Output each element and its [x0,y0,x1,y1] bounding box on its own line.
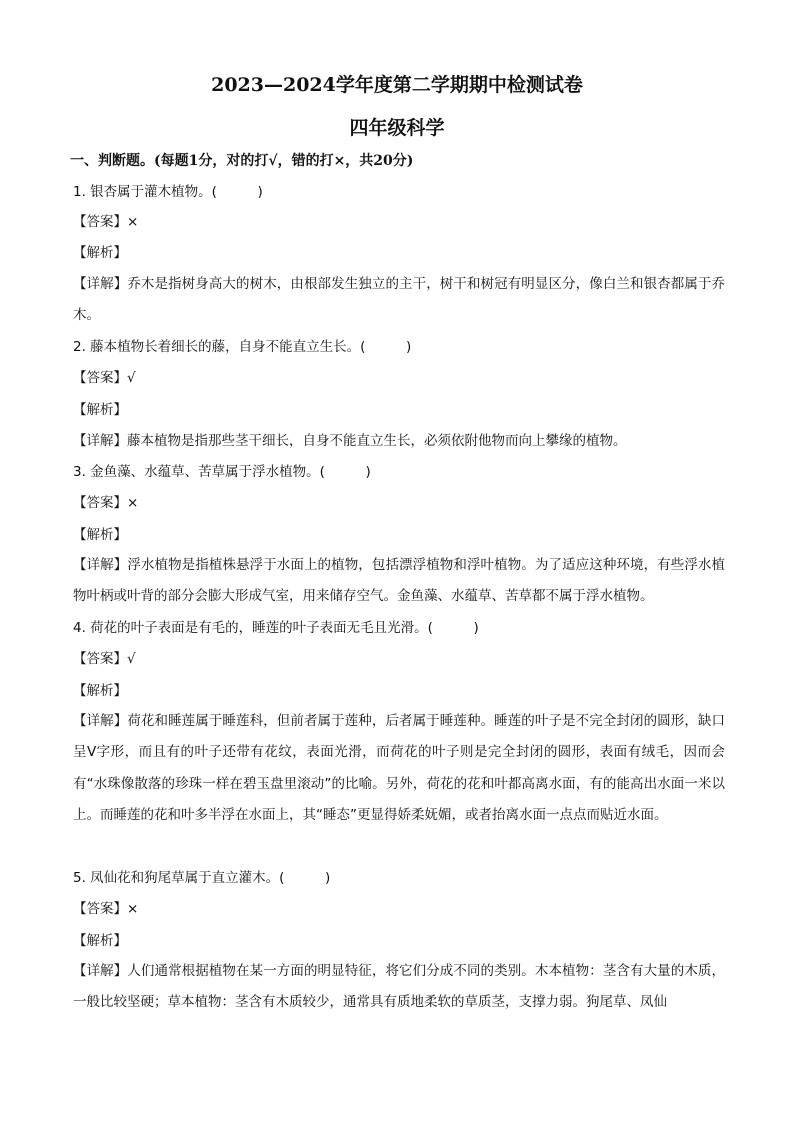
question-2-stem: 2. 藤本植物长着细长的藤，自身不能直立生长。( ) [73,339,412,355]
question-2-answer: 【答案】√ [73,370,136,386]
question-2-detail: 【详解】藤本植物是指那些茎干细长，自身不能直立生长，必须依附他物而向上攀缘的植物。 [73,433,627,449]
question-3-answer: 【答案】× [73,495,139,511]
question-1-answer: 【答案】× [73,214,139,230]
question-2-analysis: 【解析】 [73,402,127,418]
question-5-stem: 5. 凤仙花和狗尾草属于直立灌木。( ) [73,870,331,886]
question-4-stem: 4. 荷花的叶子表面是有毛的，睡莲的叶子表面无毛且光滑。( ) [73,620,479,636]
exam-subtitle: 四年级科学 [349,117,445,139]
question-4-detail: 【详解】荷花和睡莲属于睡莲科，但前者属于莲种，后者属于睡莲种。睡莲的叶子是不完全封闭的圆形，缺口呈V字形，而且有的叶子还带有花纹，表面光滑，而荷花的叶子则是完全封闭的圆形，表面有绒毛，因而会有“水珠像散落的珍珠一样在碧玉盘里滚动”的比喻。另外，荷花的花和叶都高离水面，有的能高出水面一米以上。而睡莲的花和叶多半浮在水面上，其“睡态”更显得娇柔妩媚，或者抬离水面一点点而贴近水面。 [73,713,725,823]
question-5-detail: 【详解】人们通常根据植物在某一方面的明显特征，将它们分成不同的类别。木本植物：茎含有大量的木质，一般比较坚硬；草本植物：茎含有木质较少，通常具有质地柔软的草质茎，支撑力弱。狗尾草、凤仙 [73,963,725,1011]
question-5-analysis: 【解析】 [73,933,127,949]
question-4-analysis: 【解析】 [73,683,127,699]
question-4-answer: 【答案】√ [73,651,136,667]
question-1-detail: 【详解】乔木是指树身高大的树木，由根部发生独立的主干，树干和树冠有明显区分，像白兰和银杏都属于乔木。 [73,276,725,324]
question-1-stem: 1. 银杏属于灌木植物。( ) [73,184,263,200]
question-3-analysis: 【解析】 [73,527,127,543]
question-3-stem: 3. 金鱼藻、水蕴草、苦草属于浮水植物。( ) [73,464,371,480]
question-5-answer: 【答案】× [73,901,139,917]
exam-title: 2023—2024学年度第二学期期中检测试卷 [211,74,583,96]
question-3-detail: 【详解】浮水植物是指植株悬浮于水面上的植物，包括漂浮植物和浮叶植物。为了适应这种环境，有些浮水植物叶柄或叶背的部分会膨大形成气室，用来储存空气。金鱼藻、水蕴草、苦草都不属于浮水植物。 [73,557,725,605]
question-1-analysis: 【解析】 [73,245,127,261]
section-heading: 一、判断题。(每题1分，对的打√，错的打×，共20分) [70,153,414,169]
